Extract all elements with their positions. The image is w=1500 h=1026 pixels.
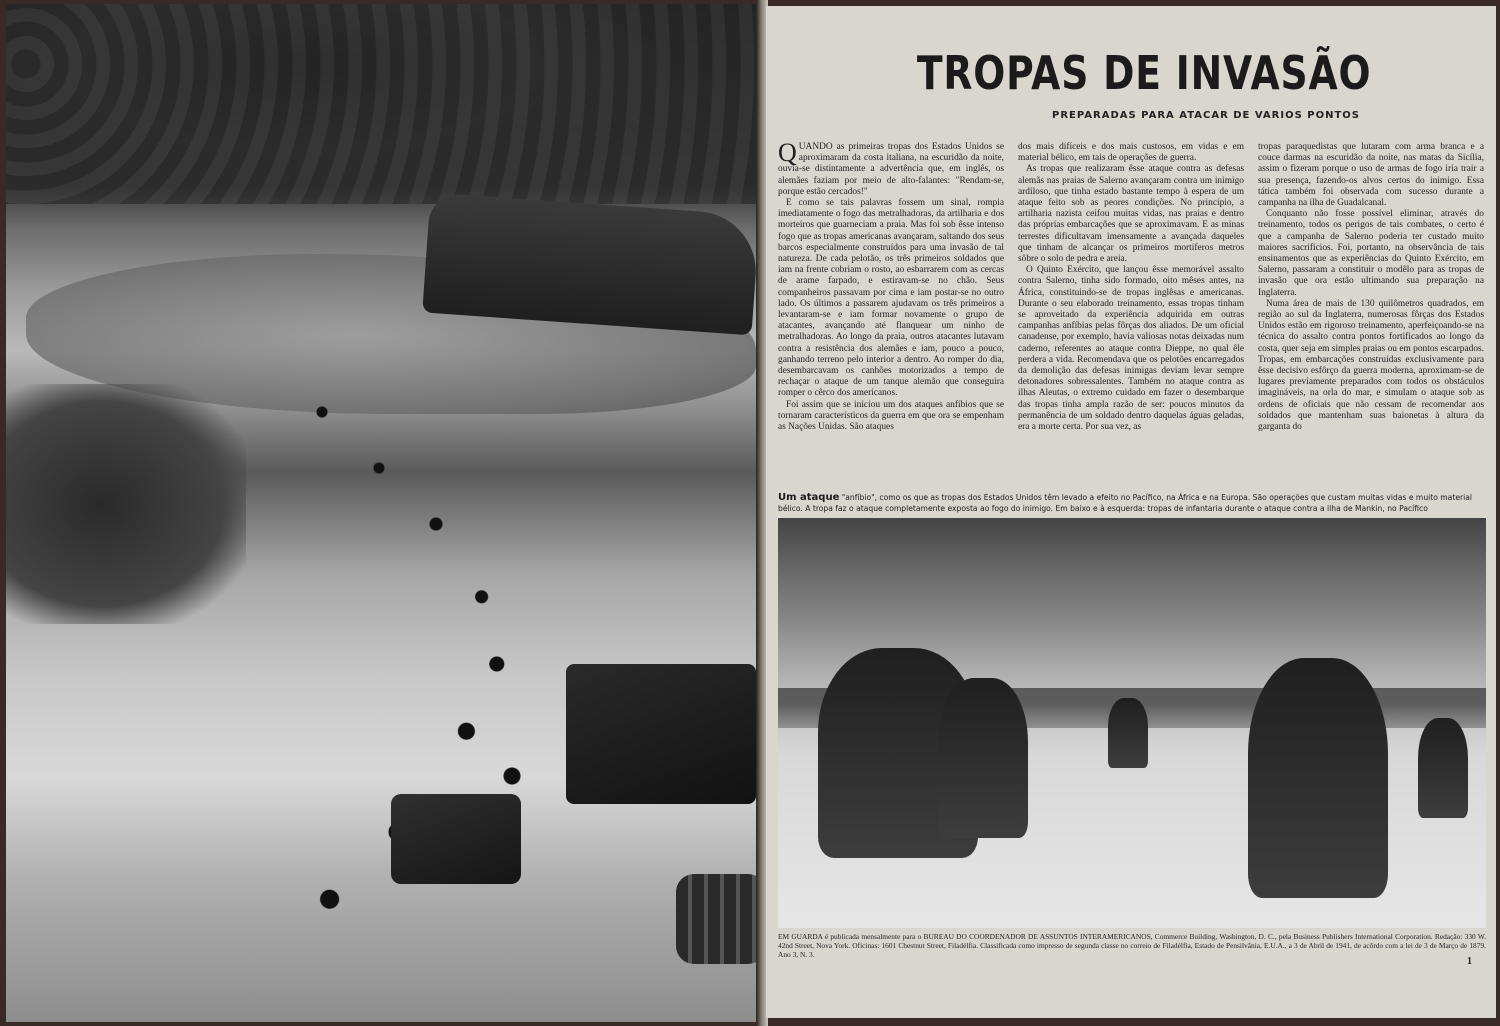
article-column-1 — [778, 142, 1004, 482]
publication-footer: EM GUARDA é publicada mensalmente para o BUREAU DO COORDENADOR DE ASSUNTOS INTERAMERICANOS, Commerce Building, Washington, D. C., pela Business Publishers International Corporation. Redação: 330 W. 42nd Street, Nova York. Oficinas: 1601 Chestnut Street, Filadélfia. Classificada como impresso de segunda classe no correio de Filadélfia, Estado de Pensilvânia, E.U.A., a 3 de Abril de 1941, de acôrdo com a lei de 3 de Março de 1879. Ano 3, N. 3. — [778, 932, 1486, 960]
soldier-wading — [1108, 698, 1148, 768]
article-columns — [778, 142, 1486, 482]
paragraph: dos mais difíceis e dos mais custosos, em vidas e em material bélico, em tais de operações de guerra. — [1018, 142, 1244, 164]
landing-vehicle — [422, 193, 758, 336]
soldier-wading — [1248, 658, 1388, 898]
paragraph: E como se tais palavras fossem um sinal, rompia imediatamente o fogo das metralhadoras, da artilharia e dos morteiros que guarneciam a praia. Mas foi sob êsse intenso fogo que as tropas americanas avançaram, saltando dos seus barcos especialmente construídos para uma invasão de tal natureza. De cada pelotão, os três primeiros soldados que iam na frente cobriam o rosto, ao esbarrarem com as cercas de arame farpado, e estiravam-se no chão. Seus companheiros passavam por cima e iam postar-se no outro lado. Os últimos a passarem ajudavam os três primeiros a levantaram-se e iam formar novamente o grupo de atacantes, avançando até flanquear um ninho de metralhadoras. Ao longo da praia, outros atacantes lutavam contra a resistência dos alemães e iam, pouco a pouco, ganhando terreno pelo interior a dentro. Ao romper do dia, desembarcavam os canhões motorizados a tempo de rechaçar o ataque de um tanque alemão que conseguira romper o cêrco dos americanos. — [778, 198, 1004, 399]
paragraph: O Quinto Exército, que lançou êsse memorável assalto contra Salerno, tinha sido formado, oito mêses antes, na África, constituindo-se de tropas inglêsas e americanas. Durante o seu elaborado treinamento, essas tropas tinham se aproveitado da experiência adquirida em outras campanhas anfíbias pelas fôrças dos aliados. De um oficial canadense, por exemplo, havia valiosas notas deixadas num caderno, referentes ao ataque contra Dieppe, no qual êle perdera a vida. Recomendava que os pelotões encarregados da demolição das defesas inimigas deviam levar sempre detonadores sobressalentes. Também no ataque contra as ilhas Aleutas, o extremo cuidado em fazer o desembarque das tropas tinha ampla razão de ser: poucos minutos da permanência de um soldado dentro daquelas águas geladas, era a morte certa. Por sua vez, as — [1018, 265, 1244, 433]
paragraph: QUANDO as primeiras tropas dos Estados Unidos se aproximaram da costa italiana, na escuridão da noite, ouvia-se distintamente a advertência que, em inglês, os alemães faziam por meio de alto-falantes: "Rendam-se, porque estão cercados!" — [778, 142, 1004, 197]
page-number: 1 — [1467, 956, 1472, 967]
surf-landing-photo — [778, 518, 1486, 928]
left-page — [6, 4, 758, 1022]
caption-text: "anfíbio", como os que as tropas dos Estados Unidos têm levado a efeito no Pacífico, na África e na Europa. São operações que custam muitas vidas e muito material bélico. A tropa faz o ataque completamente exposta ao fogo do inimigo. Em baixo e à esquerda: tropas de infantaria durante o ataque contra a ilha de Mankin, no Pacífico — [778, 493, 1472, 513]
jungle-vegetation — [6, 384, 246, 624]
article-column-3 — [1258, 142, 1484, 482]
article-subtitle: PREPARADAS PARA ATACAR DE VARIOS PONTOS — [1052, 110, 1360, 121]
right-page — [766, 6, 1496, 1018]
soldier-wading — [1418, 718, 1468, 818]
soldier-wading — [938, 678, 1028, 838]
beach-landing-photo — [6, 4, 758, 1022]
palm-treeline — [6, 4, 758, 204]
military-truck — [566, 664, 756, 804]
jeep — [391, 794, 521, 884]
paragraph: As tropas que realizaram êsse ataque contra as defesas alemãs nas praias de Salerno avançaram contra um inimigo ardiloso, que tinha estado bastante tempo à espera de um ataque feito sob as peores condições. No princípio, a artilharia nazista ceifou muitas vidas, nas praias e dentro das próprias embarcações que se aproximavam. E as minas terrestes dificultavam imensamente a avançada daqueles que tinham de alcançar os primeiros mortíferos metros sôbre o solo de pedra e areia. — [1018, 164, 1244, 265]
paragraph: tropas paraquedistas que lutaram com arma branca e a couce darmas na escuridão da noite, nas matas da Sicília, assim o fizeram porque o uso de armas de fogo iria trair a sua presença, fazendo-os alvos certos do inimigo. Essa tática também foi observada com sucesso durante a campanha na ilha de Guadalcanal. — [1258, 142, 1484, 209]
paragraph: Conquanto não fosse possível eliminar, através do treinamento, todos os perigos de tais combates, o certo é que a campanha de Salerno poderia ter custado muito maiores sacrifícios. Foi, portanto, na observância de tais ensinamentos que as experiências do Quinto Exército, em Salerno, passaram a constituir o modêlo para as tropas de invasão que ora estão ultimando sua preparação na Inglaterra. — [1258, 209, 1484, 298]
article-title: TROPAS DE INVASÃO — [916, 46, 1372, 100]
caption-lead: Um ataque — [778, 492, 840, 503]
fuel-barrels — [676, 874, 758, 964]
drop-cap: Q — [778, 142, 797, 167]
paragraph: Numa área de mais de 130 quilômetros quadrados, em região ao sul da Inglaterra, numerosas fôrças dos Estados Unidos estão em rigoroso treinamento, aperfeiçoando-se na técnica do assalto contra pontos fortificados ao longo da costa, quer seja em simples praias ou em pontos escarpados. Tropas, em embarcações construídas exclusivamente para êsse decisivo esfôrço da guerra moderna, aproximam-se de lugares previamente preparados com todos os obstáculos imagináveis, na orla do mar, e simulam o ataque sob as ordens de oficiais que não cessam de recomendar aos soldados que mantenham suas baionetas à altura da garganta do — [1258, 298, 1484, 433]
paragraph: Foi assim que se iniciou um dos ataques anfíbios que se tornaram característicos da guerra em que ora se empenham as Nações Unidas. São ataques — [778, 399, 1004, 433]
photo-caption — [778, 492, 1486, 514]
article-column-2 — [1018, 142, 1244, 482]
